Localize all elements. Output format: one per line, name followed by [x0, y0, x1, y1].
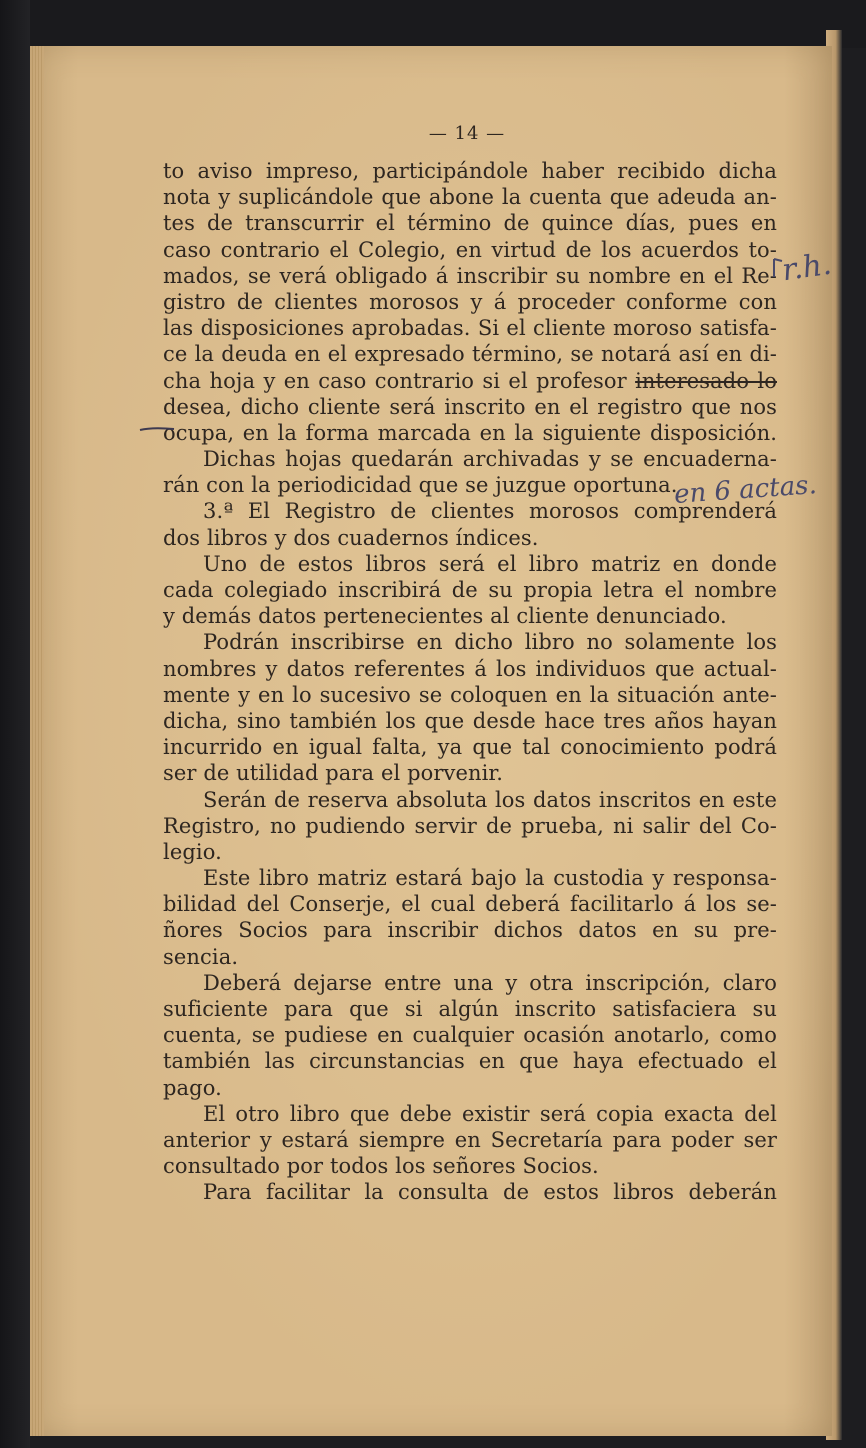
text-line: mados, se verá obligado á inscribir su nombre en el Re- — [163, 263, 777, 288]
text-line: bilidad del Conserje, el cual deberá facilitarlo á los se- — [163, 892, 777, 917]
text-line: incurrido en igual falta, ya que tal conocimiento podrá — [163, 735, 777, 760]
text-line: mente y en lo sucesivo se coloquen en la situación ante- — [163, 682, 777, 707]
text-line: legio. — [163, 839, 222, 864]
handwritten-margin-note: r.h. — [779, 246, 834, 289]
handwritten-margin-bracket — [770, 255, 790, 295]
text-line: y demás datos pertenecientes al cliente denunciado. — [163, 604, 727, 629]
text-line: El otro libro que debe existir será copia exacta del — [203, 1101, 777, 1126]
text-line: cuenta, se pudiese en cualquier ocasión anotarlo, como — [163, 1023, 777, 1048]
handwritten-inline-note: en 6 actas. — [673, 470, 818, 510]
text-line: Uno de estos libros será el libro matriz en donde — [203, 551, 777, 576]
text-line: ser de utilidad para el porvenir. — [163, 761, 504, 786]
book-spine — [0, 0, 30, 1448]
text-line: anterior y estará siempre en Secretaría para poder ser — [163, 1127, 777, 1152]
page-edge-left — [30, 46, 44, 1436]
text-line: ce la deuda en el expresado término, se notará así en di- — [163, 342, 777, 367]
text-line: consultado por todos los señores Socios. — [163, 1154, 599, 1179]
page-text — [163, 118, 777, 1206]
text-line: 3.ª El Registro de clientes morosos comprenderá — [203, 499, 777, 524]
text-line: Serán de reserva absoluta los datos inscritos en este — [203, 787, 777, 812]
text-line-with-strikethrough — [163, 368, 777, 394]
text-line: nota y suplicándole que abone la cuenta que adeuda an- — [163, 185, 777, 210]
scanner-background — [0, 0, 866, 48]
text-line: pago. — [163, 1075, 222, 1100]
text-line: to aviso impreso, participándole haber recibido dicha — [163, 159, 777, 183]
text-line: nombres y datos referentes á los individuos que actual- — [163, 656, 777, 681]
text-line: gistro de clientes morosos y á proceder conforme con — [163, 289, 777, 314]
text-segment: cha hoja y en caso contrario si el profesor — [163, 368, 636, 393]
text-line: Registro, no pudiendo servir de prueba, ni salir del Co- — [163, 813, 777, 838]
text-line: ñores Socios para inscribir dichos datos en su pre- — [163, 918, 777, 943]
text-line: Deberá dejarse entre una y otra inscripción, claro — [203, 970, 777, 995]
text-line: suficiente para que si algún inscrito satisfaciera su — [163, 997, 777, 1021]
text-line: sencia. — [163, 944, 239, 969]
text-line: dicha, sino también los que desde hace tres años hayan — [163, 708, 777, 733]
text-line: las disposiciones aprobadas. Si el cliente moroso satisfa- — [163, 316, 777, 341]
text-line: Podrán inscribirse en dicho libro no solamente los — [203, 630, 777, 655]
text-line: Dichas hojas quedarán archivadas y se encuaderna- — [203, 447, 777, 472]
handwritten-underline-mark — [138, 422, 178, 434]
page-number: — 14 — — [428, 123, 506, 144]
text-line: también las circunstancias en que haya efectuado el — [163, 1049, 777, 1074]
text-line: tes de transcurrir el término de quince días, pues en — [163, 211, 777, 236]
text-line: rán con la periodicidad que se juzgue oportuna. — [163, 473, 678, 498]
struck-out-text: interesado lo — [635, 368, 777, 393]
text-line: Este libro matriz estará bajo la custodia y responsa- — [203, 866, 777, 891]
text-line: caso contrario el Colegio, en virtud de los acuerdos to- — [163, 237, 777, 262]
text-line: dos libros y dos cuadernos índices. — [163, 525, 539, 550]
text-line: cada colegiado inscribirá de su propia letra el nombre — [163, 578, 777, 602]
text-line: desea, dicho cliente será inscrito en el registro que nos — [163, 394, 777, 419]
text-line: ocupa, en la forma marcada en la siguiente disposición. — [163, 420, 777, 445]
text-line: Para facilitar la consulta de estos libros deberán — [203, 1180, 777, 1205]
